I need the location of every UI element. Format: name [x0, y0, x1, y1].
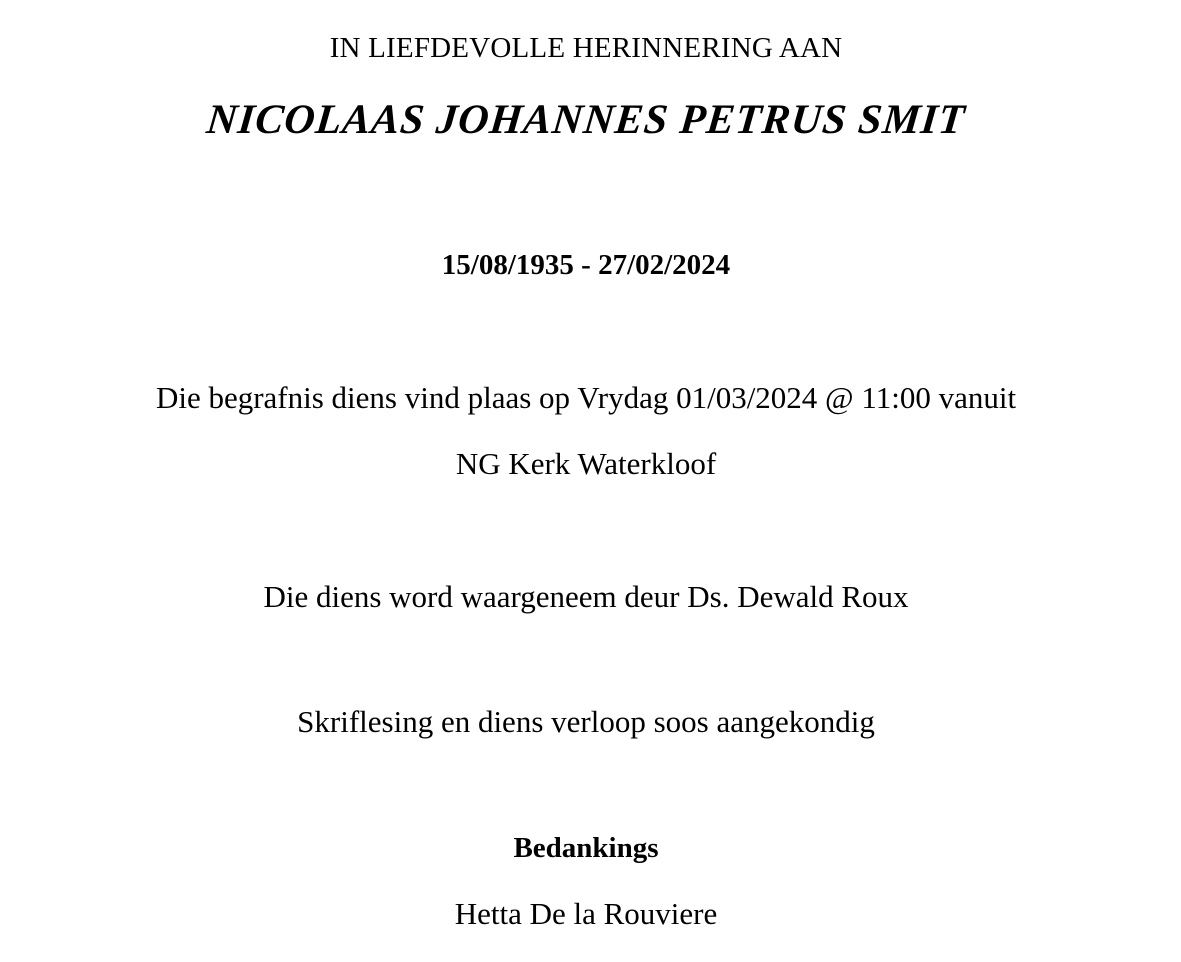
funeral-venue: NG Kerk Waterkloof — [455, 446, 717, 481]
memorial-intro: IN LIEFDEVOLLE HERINNERING AAN — [329, 32, 843, 64]
life-dates: 15/08/1935 - 27/02/2024 — [441, 249, 731, 281]
service-officiant: Die diens word waargeneem deur Ds. Dewald Roux — [263, 579, 909, 614]
thanks-heading: Bedankings — [513, 832, 659, 864]
funeral-service-details: Die begrafnis diens vind plaas op Vrydag 01/03/2024 @ 11:00 vanuit — [155, 380, 1017, 415]
thanks-person: Hetta De la Rouviere — [454, 896, 718, 931]
deceased-name: NICOLAAS JOHANNES PETRUS SMIT — [204, 97, 968, 143]
service-readings-note: Skriflesing en diens verloop soos aangekondig — [297, 704, 875, 739]
